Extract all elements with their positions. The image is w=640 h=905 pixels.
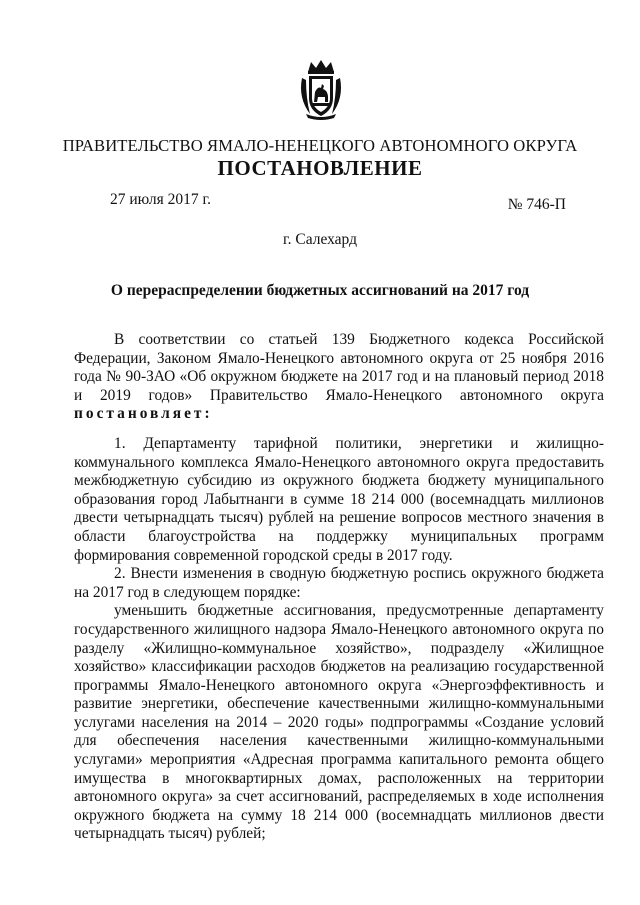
- preamble-text: В соответствии со статьей 139 Бюджетного кодекса Российской Федерации, Законом Ямало-Ненецкого автономного округа от 25 ноября 2016 года № 90-ЗАО «Об окружном бюджете на 2017 год и на плановый период 2018 и 2019 годов» Правительство Ямало-Ненецкого автономного округа: [74, 331, 604, 404]
- document-body: [74, 331, 604, 844]
- document-number: № 746-П: [507, 196, 566, 213]
- resolves-word: постановляет:: [74, 405, 213, 423]
- paragraph-2-decrease: уменьшить бюджетные ассигнования, предусмотренные департаменту государственного жилищного надзора Ямало-Ненецкого автономного округа по разделу «Жилищно-коммунальное хозяйство», подразделу «Жилищное хозяйство» классификации расходов бюджетов на реализацию государственной программы Ямало-Ненецкого автономного округа «Энергоэффективность и развитие энергетики, обеспечение качественными жилищно-коммунальными услугами населения на 2014 – 2020 годы» подпрограммы «Создание условий для обеспечения населения качественными жилищно-коммунальными услугами» мероприятия «Адресная программа капитального ремонта общего имущества в многоквартирных домах, расположенных на территории автономного округа» за счет ассигнований, распределяемых в ходе исполнения окружного бюджета на сумму 18 214 000 (восемнадцать миллионов двести четырнадцать тысяч) рублей;: [74, 602, 604, 843]
- document-type: ПОСТАНОВЛЕНИЕ: [217, 156, 423, 180]
- paragraph-2: 2. Внести изменения в сводную бюджетную роспись окружного бюджета на 2017 год в следующем порядке:: [74, 565, 604, 601]
- paragraph-1: 1. Департаменту тарифной политики, энергетики и жилищно-коммунального комплекса Ямало-Ненецкого автономного округа предоставить межбюджетную субсидию из окружного бюджета бюджету муниципального образования город Лабытнанги в сумме 18 214 000 (восемнадцать миллионов двести четырнадцать тысяч) рублей на решение вопросов местного значения в области благоустройства на поддержку муниципальных программ формирования современной городской среды в 2017 году.: [74, 434, 604, 564]
- document-subject: О перераспределении бюджетных ассигнований на 2017 год: [110, 282, 530, 299]
- coat-of-arms-icon: [296, 58, 346, 120]
- document-date: 27 июля 2017 г.: [110, 191, 211, 208]
- government-name: ПРАВИТЕЛЬСТВО ЯМАЛО-НЕНЕЦКОГО АВТОНОМНОГО ОКРУГА: [62, 136, 578, 155]
- document-city: г. Салехард: [283, 231, 357, 248]
- preamble: [74, 331, 604, 424]
